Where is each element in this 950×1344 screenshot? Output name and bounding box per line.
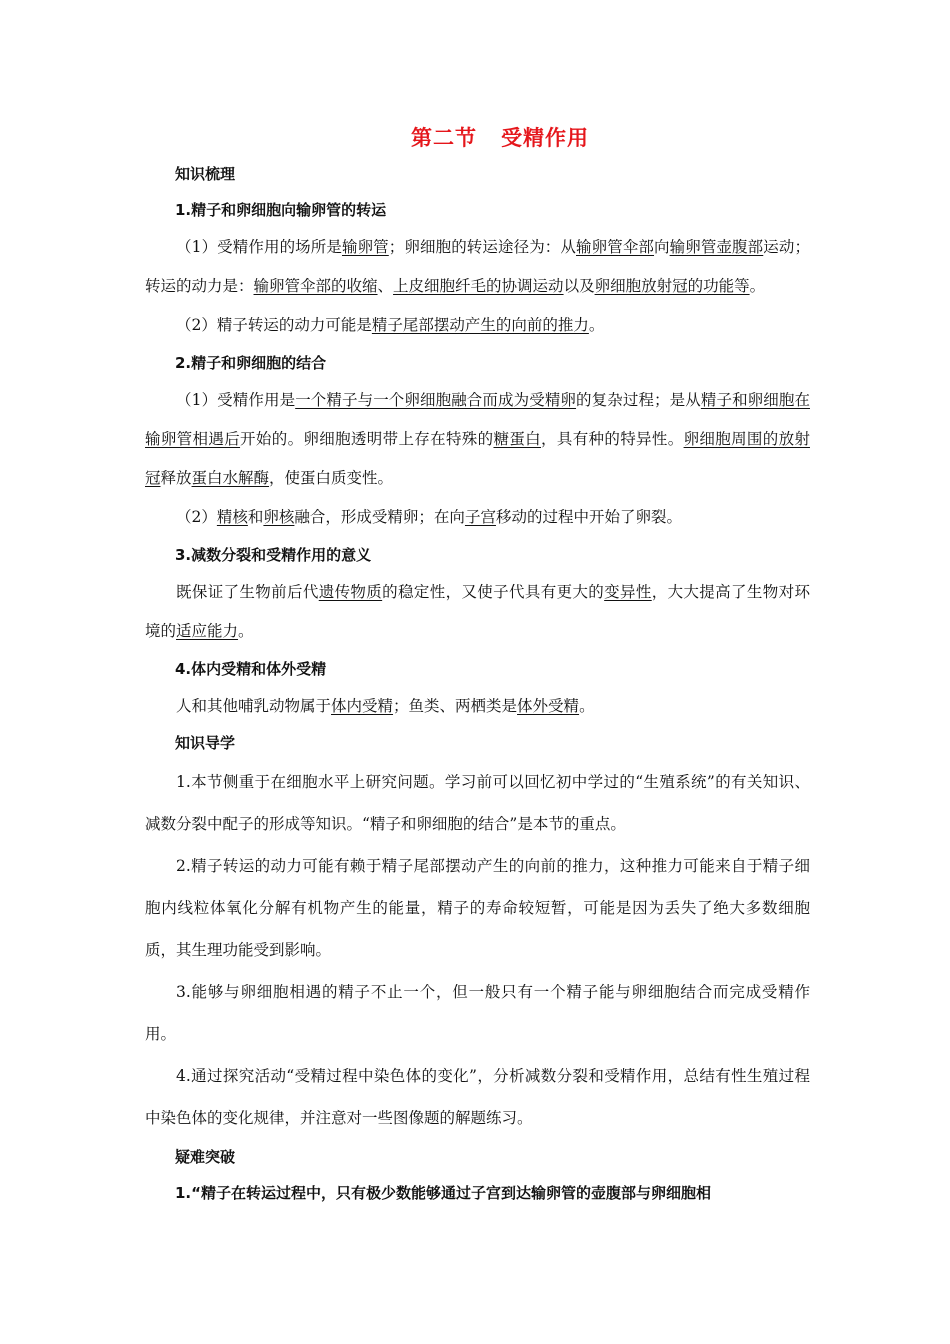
paragraph-transport-2	[145, 306, 810, 345]
text-run: 的稳定性，又使子代具有更大的	[382, 583, 605, 601]
underlined-answer: 体外受精	[517, 697, 580, 715]
text-run: ；鱼类、两栖类是	[393, 697, 518, 715]
underlined-answer: 蛋白水解酶	[191, 469, 270, 487]
text-run: （2）	[176, 508, 217, 526]
text-run: ，大大提高了生物对环境的	[145, 583, 810, 640]
text-run: 以及	[563, 277, 595, 295]
paragraph-difficulty-1: 1.“精子在转运过程中，只有极少数能够通过子宫到达输卵管的壶腹部与卵细胞相	[175, 1184, 711, 1202]
paragraph-guide-3: 3.能够与卵细胞相遇的精子不止一个，但一般只有一个精子能与卵细胞结合而完成受精作用。	[145, 983, 810, 1043]
underlined-answer: 卵细胞周围的放射冠	[145, 430, 810, 487]
text-run: 。	[579, 697, 595, 715]
paragraph-guide-4: 4.通过探究活动“受精过程中染色体的变化”，分析减数分裂和受精作用，总结有性生殖过程中染色体的变化规律，并注意对一些图像题的解题练习。	[145, 1067, 810, 1127]
underlined-answer: 卵细胞放射冠的功能等	[594, 277, 750, 295]
paragraph-fertilization-types	[145, 687, 810, 725]
text-run: 向	[654, 238, 670, 256]
text-run: 既保证了生物前后代	[176, 583, 319, 601]
text-run: 运动；转运的动力是：	[145, 238, 810, 295]
underlined-answer: 卵核	[263, 508, 295, 526]
heading-fertilization-types: 4.体内受精和体外受精	[175, 660, 327, 678]
underlined-answer: 变异性	[604, 583, 652, 601]
title-topic: 受精作用	[501, 125, 589, 150]
underlined-answer: 输卵管伞部的收缩	[253, 277, 378, 295]
underlined-answer: 输卵管	[341, 238, 389, 256]
text-run: 融合，形成受精卵；在向	[294, 508, 465, 526]
paragraph-transport-1	[145, 228, 810, 306]
underlined-answer: 一个精子与一个卵细胞融合而成为受精卵	[295, 391, 577, 409]
text-run: （1）受精作用是	[176, 391, 296, 409]
underlined-answer: 输卵管壶腹部	[669, 238, 764, 256]
text-run: 和	[247, 508, 264, 526]
paragraph-fusion-1	[145, 381, 810, 498]
paragraph-significance	[145, 573, 810, 651]
underlined-answer: 遗传物质	[318, 583, 383, 601]
underlined-answer: 体内受精	[331, 697, 394, 715]
page-title	[190, 120, 810, 156]
underlined-answer: 精核	[216, 508, 248, 526]
text-run: 开始的。卵细胞透明带上存在特殊的	[240, 430, 494, 448]
underlined-answer: 精子和卵细胞在输卵管相遇后	[145, 391, 810, 448]
document-page	[145, 120, 810, 1211]
title-section-number: 第二节	[411, 125, 477, 150]
text-run: 。	[749, 277, 766, 295]
text-run: ；卵细胞的转运途径为：从	[388, 238, 577, 256]
text-run: 。	[588, 316, 605, 334]
paragraph-fusion-2	[145, 498, 810, 537]
text-run: 移动的过程中开始了卵裂。	[495, 508, 682, 526]
underlined-answer: 上皮细胞纤毛的协调运动	[393, 277, 564, 295]
text-run: 人和其他哺乳动物属于	[176, 697, 332, 715]
paragraph-guide-2: 2.精子转运的动力可能有赖于精子尾部摆动产生的向前的推力，这种推力可能来自于精子细胞内线粒体氧化分解有机物产生的能量，精子的寿命较短暂，可能是因为丢失了绝大多数细胞质，其生理功能受到影响。	[145, 857, 810, 959]
text-run: 释放	[160, 469, 192, 487]
text-run: （1）受精作用的场所是	[176, 238, 342, 256]
underlined-answer: 精子尾部摆动产生的向前的推力	[371, 316, 589, 334]
heading-difficulty: 疑难突破	[175, 1148, 236, 1166]
underlined-answer: 输卵管伞部	[576, 238, 655, 256]
text-run: 、	[377, 277, 394, 295]
heading-knowledge-outline: 知识梳理	[175, 165, 236, 183]
heading-guide: 知识导学	[175, 734, 236, 752]
underlined-answer: 适应能力	[176, 622, 239, 640]
heading-fusion: 2.精子和卵细胞的结合	[175, 354, 327, 372]
heading-significance: 3.减数分裂和受精作用的意义	[175, 546, 372, 564]
text-run: 的复杂过程；是从	[576, 391, 701, 409]
heading-transport: 1.精子和卵细胞向输卵管的转运	[175, 201, 387, 219]
underlined-answer: 子宫	[464, 508, 496, 526]
underlined-answer: 糖蛋白	[493, 430, 542, 448]
text-run: （2）精子转运的动力可能是	[176, 316, 372, 334]
text-run: ，使蛋白质变性。	[269, 469, 394, 487]
text-run: ，具有种的特异性。	[541, 430, 684, 448]
paragraph-guide-1: 1.本节侧重于在细胞水平上研究问题。学习前可以回忆初中学过的“生殖系统”的有关知识、减数分裂中配子的形成等知识。“精子和卵细胞的结合”是本节的重点。	[145, 773, 810, 833]
text-run: 。	[238, 622, 254, 640]
